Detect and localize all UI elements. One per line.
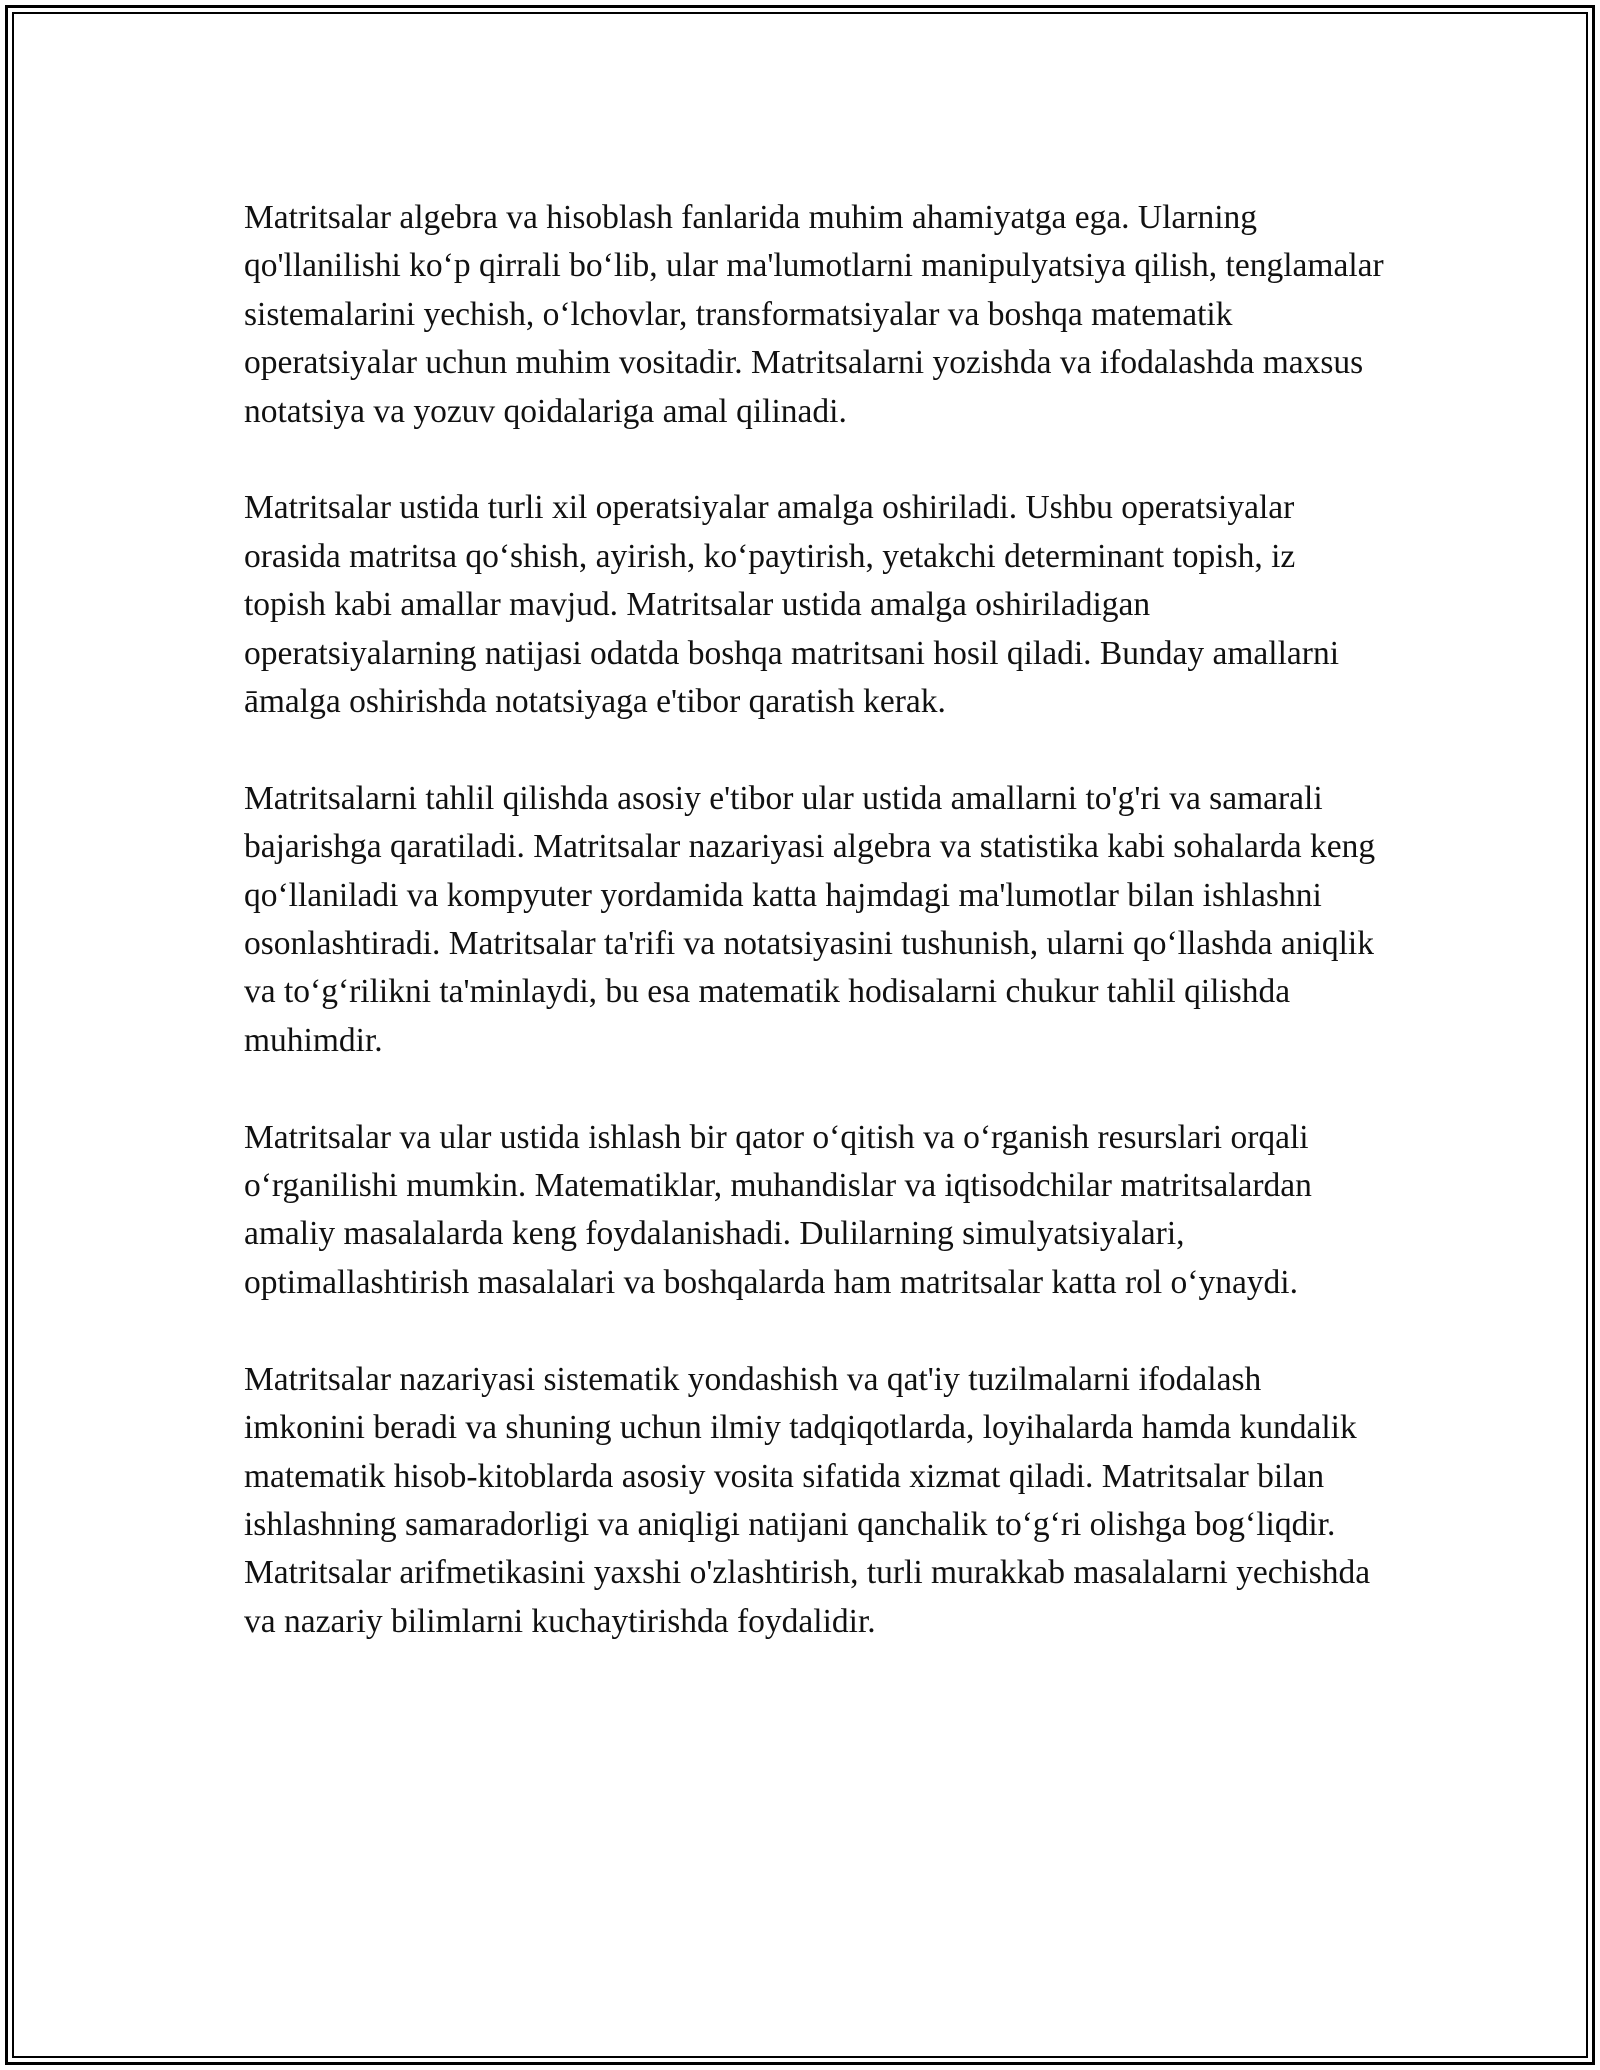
paragraph-1: Matritsalar algebra va hisoblash fanlarida muhim ahamiyatga ega. Ularning qo'llanilishi ko‘p qirrali bo‘lib, ular ma'lumotlarni manipulyatsiya qilish, tenglamalar sistemalarini yechish, o‘lchovlar, transformatsiyalar va boshqa matematik operatsiyalar uchun muhim vositadir. Matritsalarni yozishda va ifodalashda maxsus notatsiya va yozuv qoidalariga amal qilinadi.	[244, 199, 1384, 430]
paragraph-5: Matritsalar nazariyasi sistematik yondashish va qat'iy tuzilmalarni ifodalash imkonini beradi va shuning uchun ilmiy tadqiqotlarda, loyihalarda hamda kundalik matematik hisob-kitoblarda asosiy vosita sifatida xizmat qiladi. Matritsalar bilan ishlashning samaradorligi va aniqligi natijani qanchalik to‘g‘ri olishga bog‘liqdir. Matritsalar arifmetikasini yaxshi o'zlashtirish, turli murakkab masalalarni yechishda va nazariy bilimlarni kuchaytirishda foydalidir.	[244, 1360, 1371, 1640]
paragraph-4: Matritsalar va ular ustida ishlash bir qator o‘qitish va o‘rganish resurslari orqali o‘rganilishi mumkin. Matematiklar, muhandislar va iqtisodchilar matritsalardan amaliy masalalarda keng foydalanishadi. Dulilarning simulyatsiyalari, optimallashtirish masalalari va boshqalarda ham matritsalar katta rol o‘ynaydi.	[244, 1118, 1312, 1301]
paragraph-2: Matritsalar ustida turli xil operatsiyalar amalga oshiriladi. Ushbu operatsiyalar orasida matritsa qo‘shish, ayirish, ko‘paytirish, yetakchi determinant topish, iz topish kabi amallar mavjud. Matritsalar ustida amalga oshiriladigan operatsiyalarning natijasi odatda boshqa matritsani hosil qiladi. Bunday amallarni āmalga oshirishda notatsiyaga e'tibor qaratish kerak.	[244, 489, 1339, 721]
document-body	[244, 194, 1384, 1695]
page-frame	[5, 5, 1595, 2065]
paragraph-3: Matritsalarni tahlil qilishda asosiy e'tibor ular ustida amallarni to'g'ri va samarali bajarishga qaratiladi. Matritsalar nazariyasi algebra va statistika kabi sohalarda keng qo‘llaniladi va kompyuter yordamida katta hajmdagi ma'lumotlar bilan ishlashni osonlashtiradi. Matritsalar ta'rifi va notatsiyasini tushunish, ularni qo‘llashda aniqlik va to‘g‘rilikni ta'minlaydi, bu esa matematik hodisalarni chukur tahlil qilishda muhimdir.	[244, 779, 1376, 1059]
